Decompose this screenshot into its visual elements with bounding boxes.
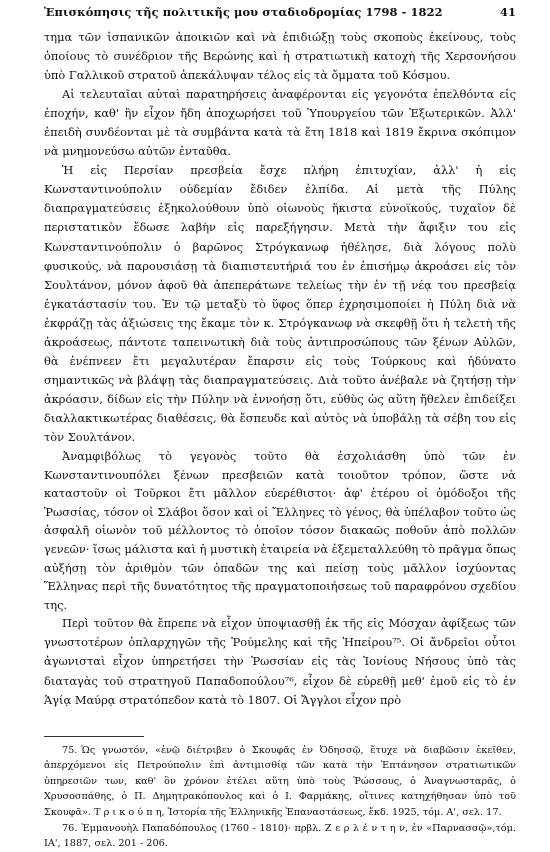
footnote-number: 75. [62, 744, 78, 756]
footnote-text: Ὡς γνωστόν, «ἐνῷ διέτριβεν ὁ Σκουφᾶς ἐν Ὀδησσῷ, ἔτυχε νὰ διαβῶσιν ἐκεῖθεν, ἀπερχόμενοι εἰς Πετρούπολιν ἐπὶ ἀντιμισθίᾳ τῶν κατὰ τὴν Ἑπτάνησον στρατιωτικῶν ὑπηρεσιῶν των, καθ' ὃν χρόνον ἐτέλει αὕτη ὑπὸ τοὺς Ῥώσσους, ὁ Ἀναγνωσταρᾶς, ὁ Χρυσοσπάθης, ὁ Π. Δημητρακόπουλος καὶ ὁ Ι. Φαρμάκης, οἵτινες κατηχήθησαν ὑπὸ τοῦ Σκουφᾶ». Τ ρ ι κ ο ύ π η, Ἱστορία τῆς Ἑλληνικῆς Ἐπαναστάσεως, ἔκδ. 1925, τόμ. Α', σελ. 17. [44, 744, 516, 818]
footnote-76 [44, 821, 516, 852]
footnote-text: Ἐμμανουὴλ Παπαδόπουλος (1760 - 1810)· πρβλ. Ζ ε ρ λ έ ν τ η ν, ἐν «Παρνασσῷ»,τόμ. ΙΑ', 1887, σελ. 201 - 206. [44, 822, 516, 850]
paragraph-embassy: Ἡ εἰς Περσίαν πρεσβεία ἔσχε πλήρη ἐπιτυχίαν, ἀλλ' ἡ εἰς Κωνσταντινούπολιν οὐδεμίαν ἔδιδεν ἐλπίδα. Αἱ μετὰ τῆς Πύλης διαπραγματεύσεις ἐξηκολούθουν ὑπὸ οἰωνοὺς ἥκιστα εὐνοϊκούς, τυχαῖον δὲ περιστατικὸν ἔδωσε λαβὴν εἰς παρεξήγησιν. Μετὰ τὴν ἄφιξιν του εἰς Κωνσταντινούπολιν ὁ βαρῶνος Στρόγκανωφ ἠθέλησε, διὰ λόγους πολὺ φυσικούς, νὰ παρουσιάσῃ τὰ διαπιστευτήριά του ἐν ἐπισήμῳ ἀκροάσει εἰς τὸν Σουλτάνον, μόνον ἀφοῦ θὰ ἀπεπεράτωνε τελείως τὴν ἐν τῇ νέᾳ του πρεσβείᾳ ἐγκατάστασίν του. Ἐν τῷ μεταξὺ τὸ ὕφος ὅπερ ἐχρησιμοποίει ἡ Πύλη διὰ νὰ ἐκφράζῃ τὰς ἀξιώσεις της ἔκαμε τὸν κ. Στρόγκανωφ νὰ σκεφθῇ ὅτι ἡ τελετὴ τῆς ἀκροάσεως, πάντοτε ταπεινωτικὴ διὰ τοὺς ἀντιπροσώπους τῶν ξένων Αὐλῶν, θὰ ἐνέπνεεν ἔτι μεγαλυτέραν ἔπαρσιν εἰς τοὺς Τούρκους καὶ ἠδύνατο σημαντικῶς νὰ βλάψῃ τὰς διαπραγματεύσεις. Διὰ τοῦτο ἀνέβαλε νὰ ζητήσῃ τὴν ἀκρόασιν, δίδων εἰς τὴν Πύλην νὰ ἐννοήσῃ ὅτι, εὐθὺς ὡς αὕτη ἤθελεν ἐπιδείξει διαλλακτικωτέρας διαθέσεις, θὰ ἔσπευδε καὶ αὐτὸς νὰ ὑποβάλῃ τὰ σέβη του εἰς τὸν Σουλτάνον. [44, 163, 516, 444]
footnote-separator [44, 736, 144, 737]
book-page [44, 2, 516, 850]
paragraph-consequences: Ἀναμφιβόλως τὸ γεγονὸς τοῦτο θὰ ἐσχολιάσθη ὑπὸ τῶν ἐν Κωνσταντινουπόλει ξένων πρεσβειῶν κατὰ τοιοῦτον τρόπον, ὥστε νὰ καταστοῦν οἱ Τοῦρκοι ἔτι μᾶλλον εὐερέθιστοι· ἀφ' ἑτέρου οἱ ὁμόδοξοι τῆς Ῥωσσίας, τόσον οἱ Σλάβοι ὅσον καὶ οἱ Ἕλληνες τὸ γένος, θὰ ὑπέλαβον τοῦτο ὡς ἀσφαλῆ οἰωνὸν τοῦ μέλλοντος τὸ ὁποῖον τόσον διακαῶς ποθοῦν ἀπὸ πολλῶν γενεῶν· ἴσως μάλιστα καὶ ἡ μυστικὴ ἑταιρεία νὰ ἐξεμεταλλεύθη τὸ πρᾶγμα ὅπως αὐξήσῃ τὸν ἀριθμὸν τῶν ὀπαδῶν της καὶ πείσῃ τοὺς μᾶλλον ἰσχύοντας Ἕλληνας περὶ τῆς δυνατότητος τῆς πραγματοποιήσεως τοῦ παραφρόνου σχεδίου της. [44, 449, 516, 612]
main-text [44, 28, 516, 710]
paragraph-observations: Αἱ τελευταῖαι αὐταὶ παρατηρήσεις ἀναφέρονται εἰς γεγονότα ἐπελθόντα εἰς ἐποχήν, καθ' ἣν εἶχον ἤδη ἀποχωρήσει τοῦ Ὑπουργείου τῶν Ἐξωτερικῶν. Ἀλλ' ἐπειδὴ συνδέονται μὲ τὰ συμβάντα κατὰ τὰ ἔτη 1818 καὶ 1819 ἔκρινα σκόπιμον νὰ μνημονεύσω αὐτῶν ἐνταῦθα. [44, 87, 516, 159]
footnote-75 [44, 743, 516, 821]
running-header [44, 2, 516, 24]
paragraph-continuation: τημα τῶν ἰσπανικῶν ἀποικιῶν καὶ νὰ ἐπιδιώξῃ τοὺς σκοποὺς ἐκείνους, τοὺς ὁποίους τὸ συνέδριον τῆς Βερώνης καὶ ἡ στρατιωτικὴ κατοχὴ τῆς Χερσονήσου ὑπὸ Γαλλικοῦ στρατοῦ ἀπεκάλυψαν τέλος εἰς τὰ ὄμματα τοῦ Κόσμου. [44, 30, 516, 83]
footnote-number: 76. [62, 822, 78, 834]
footnotes [44, 743, 516, 852]
paragraph-chieftains: Περὶ τοῦτον θὰ ἔπρεπε νὰ εἶχον ὑποψιασθῇ ἐκ τῆς εἰς Μόσχαν ἀφίξεως τῶν γνωστοτέρων ὁπλαρχηγῶν τῆς Ῥούμελης καὶ τῆς Ἠπείρου⁷⁵. Οἱ ἄνδρεῖοι οὗτοι ἀγωνισταὶ εἶχον ὑπηρετήσει τὴν Ῥωσσίαν εἰς τὰς Ἰονίους Νήσους ὑπὸ τὰς διαταγὰς τοῦ στρατηγοῦ Παπαδοπούλου⁷⁶, εἶχον δὲ εὑρεθῇ μεθ' ἐμοῦ εἰς τὸ ἐν Ἁγίᾳ Μαύρᾳ στρατόπεδον κατὰ τὸ 1807. Οἱ Ἄγγλοι εἶχον πρὸ [44, 616, 516, 707]
page-number: 41 [499, 5, 516, 19]
running-title: Ἐπισκόπησις τῆς πολιτικῆς μου σταδιοδρομίας 1798 - 1822 [44, 5, 443, 19]
